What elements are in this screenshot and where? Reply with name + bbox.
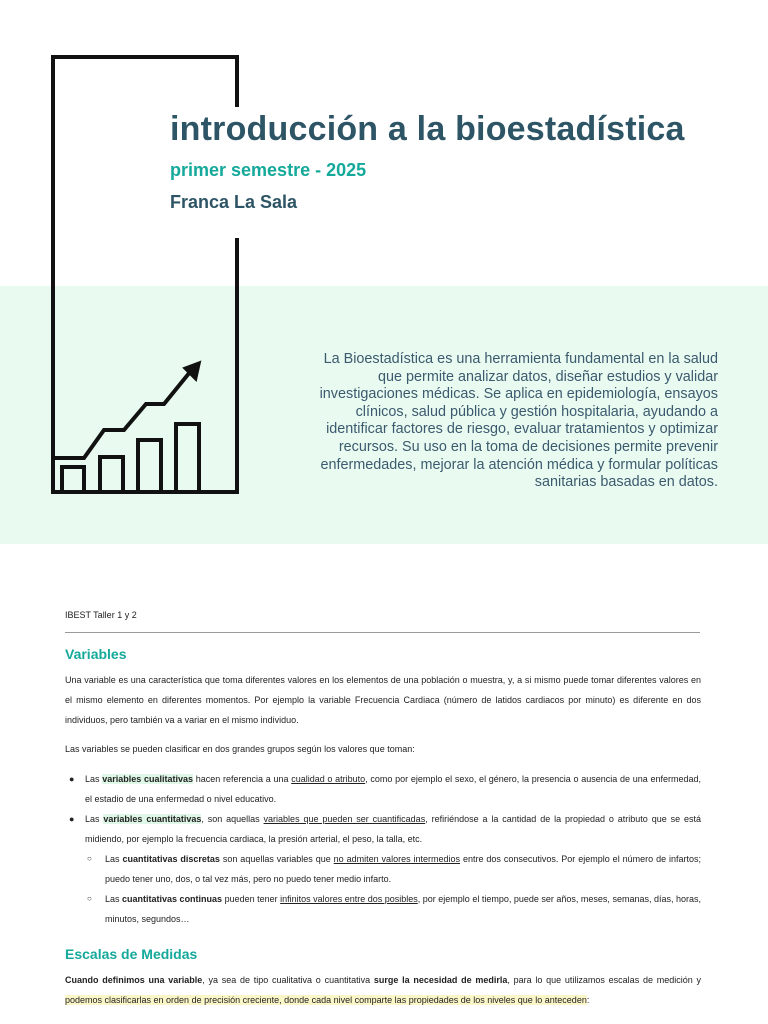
variables-list (65, 769, 701, 929)
underline-cuantificadas: variables que pueden ser cuantificadas (263, 814, 426, 824)
chart-bar-4 (176, 424, 199, 492)
underline-cualidad: cualidad o atributo (291, 774, 366, 784)
page-header: IBEST Taller 1 y 2 (65, 610, 137, 620)
list-item-continuas: ○ Las cuantitativas continuas pueden tener infinitos valores entre dos posibles, por ejemplo el tiempo, puede ser años, meses, semanas, días, horas, minutos, segundos… (65, 889, 701, 929)
chart-bar-1 (62, 467, 84, 492)
bullet-dot-icon: ● (69, 774, 75, 784)
list-item-cualitativas: ● Las variables cualitativas hacen referencia a una cualidad o atributo, como por ejemplo el sexo, el género, la presencia o ausencia de una enfermedad, el estadio de una enfermedad o nivel educativo. (65, 769, 701, 809)
variables-paragraph-1: Una variable es una característica que toma diferentes valores en los elementos de una población o muestra, y, a si mismo puede tomar diferentes valores en el mismo elemento en diferentes momentos. Por ejemplo la variable Frecuencia Cardiaca (número de latidos cardiacos por minuto) es diferente en dos individuos, pero también va a variar en el mismo individuo. (65, 675, 701, 725)
term-cualitativas: variables cualitativas (102, 774, 194, 784)
highlight-precision: podemos clasificarlas en orden de precisión creciente, donde cada nivel comparte las propiedades de los niveles que lo anteceden (65, 995, 587, 1005)
growth-chart-icon (0, 0, 260, 500)
bullet-circle-icon: ○ (87, 894, 92, 903)
chart-bar-2 (100, 457, 123, 492)
term-cuantitativas: variables cuantitativas (103, 814, 202, 824)
author-name: Franca La Sala (170, 192, 298, 212)
list-item-cuantitativas: ● Las variables cuantitativas, son aquellas variables que pueden ser cuantificadas, refiriéndose a la cantidad de la propiedad o atributo que se está midiendo, por ejemplo la frecuencia cardiaca, la presión arterial, el peso, la talla, etc. (65, 809, 701, 849)
intro-paragraph: La Bioestadística es una herramienta fundamental en la salud que permite analizar datos, diseñar estudios y validar investigaciones médicas. Se aplica en epidemiología, ensayos clínicos, salud pública y gestión hospitalaria, ayudando a identificar factores de riesgo, evaluar tratamientos y optimizar recursos. Su uso en la toma de decisiones permite prevenir enfermedades, mejorar la atención médica y formular políticas sanitarias basadas en datos. (319, 351, 718, 491)
bullet-dot-icon: ● (69, 814, 75, 824)
header-divider (65, 632, 700, 633)
list-item-discretas: ○ Las cuantitativas discretas son aquellas variables que no admiten valores intermedios entre dos consecutivos. Por ejemplo el número de infartos; puedo tener uno, dos, o tal vez más, pero no puedo tener medio infarto. (65, 849, 701, 889)
escalas-paragraph: Cuando definimos una variable, ya sea de tipo cualitativa o cuantitativa surge la necesidad de medirla, para lo que utilizamos escalas de medición y podemos clasificarlas en orden de precisión creciente, donde cada nivel comparte las propiedades de los niveles que lo anteceden: (65, 975, 701, 1005)
bullet-circle-icon: ○ (87, 854, 92, 863)
page-title: introducción a la bioestadística (170, 110, 685, 148)
semester-subtitle: primer semestre - 2025 (170, 160, 367, 180)
chart-bar-3 (138, 440, 161, 492)
underline-infinitos: infinitos valores entre dos posibles (280, 894, 418, 904)
section-heading-variables: Variables (65, 646, 127, 662)
term-continuas: cuantitativas continuas (122, 894, 223, 904)
underline-intermedios: no admiten valores intermedios (333, 854, 461, 864)
trend-line (53, 372, 190, 458)
term-discretas: cuantitativas discretas (122, 854, 220, 864)
variables-paragraph-2: Las variables se pueden clasificar en dos grandes grupos según los valores que toman: (65, 744, 415, 754)
section-heading-escalas: Escalas de Medidas (65, 946, 198, 962)
